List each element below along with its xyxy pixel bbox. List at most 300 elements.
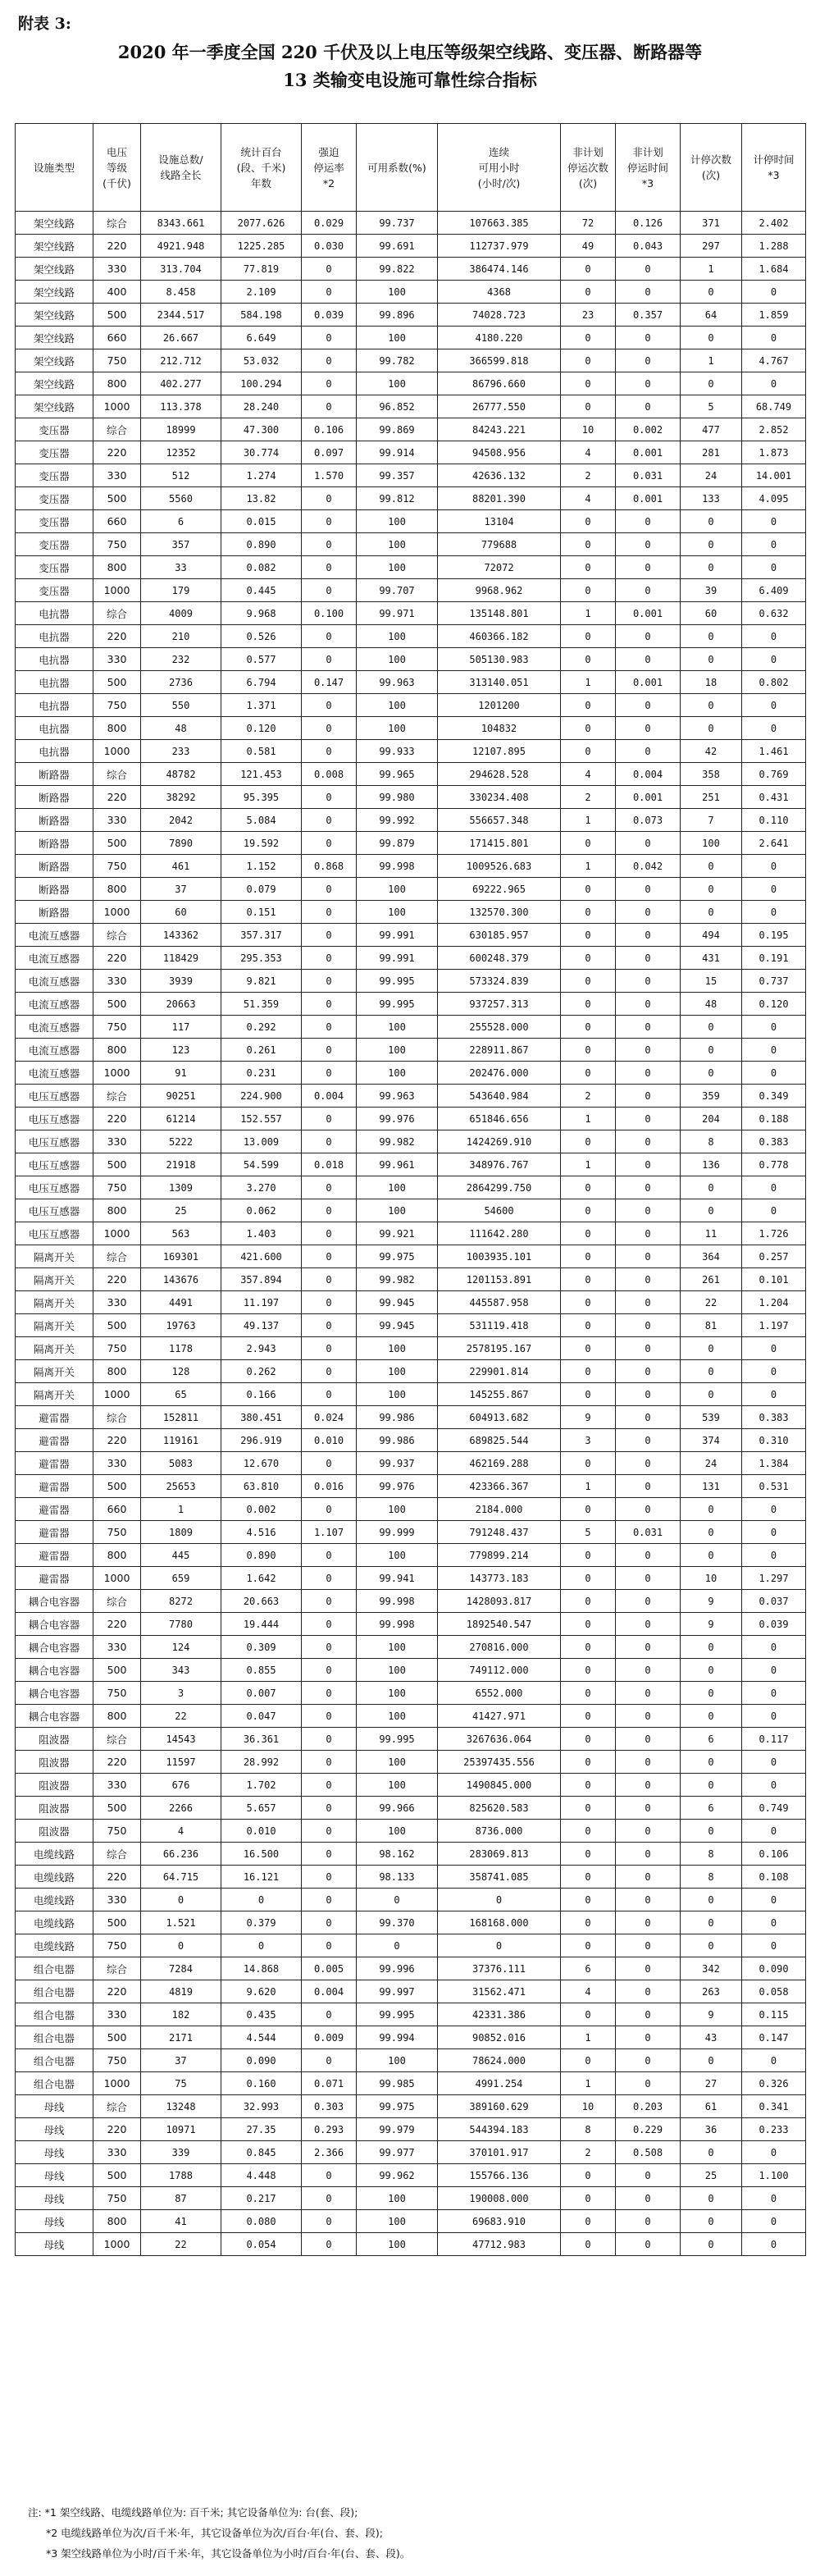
voltage-cell: 综合 — [93, 1957, 141, 1980]
facility-type-cell: 母线 — [16, 2118, 93, 2141]
value-cell: 0 — [742, 2187, 806, 2210]
value-cell: 0.004 — [302, 1980, 357, 2003]
value-cell: 0 — [561, 556, 616, 579]
value-cell: 48782 — [141, 763, 221, 786]
voltage-cell: 220 — [93, 1108, 141, 1130]
value-cell: 0 — [681, 1521, 742, 1544]
voltage-cell: 220 — [93, 947, 141, 970]
voltage-cell: 750 — [93, 1337, 141, 1360]
value-cell: 0 — [302, 1222, 357, 1245]
value-cell: 0 — [561, 1222, 616, 1245]
value-cell: 0.030 — [302, 235, 357, 258]
value-cell: 0 — [561, 1291, 616, 1314]
facility-type-cell: 隔离开关 — [16, 1314, 93, 1337]
value-cell: 99.945 — [357, 1291, 438, 1314]
value-cell: 0 — [742, 694, 806, 717]
facility-type-cell: 电压互感器 — [16, 1199, 93, 1222]
value-cell: 94508.956 — [438, 441, 561, 464]
value-cell: 74028.723 — [438, 304, 561, 327]
value-cell: 6.649 — [221, 327, 302, 349]
value-cell: 0.080 — [221, 2210, 302, 2233]
value-cell: 18999 — [141, 418, 221, 441]
table-row — [16, 993, 806, 1016]
table-row — [16, 1360, 806, 1383]
value-cell: 0.004 — [616, 763, 681, 786]
value-cell: 37 — [141, 2049, 221, 2072]
value-cell: 1.100 — [742, 2164, 806, 2187]
column-header-line: *3 — [768, 169, 780, 181]
value-cell: 1.274 — [221, 464, 302, 487]
value-cell: 18 — [681, 671, 742, 694]
value-cell: 0 — [681, 855, 742, 878]
value-cell: 0 — [561, 395, 616, 418]
value-cell: 0 — [561, 1682, 616, 1705]
value-cell: 22 — [141, 1705, 221, 1728]
value-cell: 0.326 — [742, 2072, 806, 2095]
value-cell: 0 — [561, 1636, 616, 1659]
value-cell: 43 — [681, 2026, 742, 2049]
value-cell: 0.737 — [742, 970, 806, 993]
value-cell: 0 — [302, 1176, 357, 1199]
facility-type-cell: 阻波器 — [16, 1751, 93, 1774]
value-cell: 26777.550 — [438, 395, 561, 418]
value-cell: 27 — [681, 2072, 742, 2095]
value-cell: 0 — [561, 1889, 616, 1911]
value-cell: 0 — [681, 1751, 742, 1774]
voltage-cell: 综合 — [93, 924, 141, 947]
voltage-cell: 500 — [93, 1314, 141, 1337]
facility-type-cell: 隔离开关 — [16, 1245, 93, 1268]
value-cell: 0.233 — [742, 2118, 806, 2141]
value-cell: 1.152 — [221, 855, 302, 878]
table-row — [16, 1911, 806, 1934]
value-cell: 0 — [302, 395, 357, 418]
value-cell: 0 — [561, 740, 616, 763]
value-cell: 99.961 — [357, 1153, 438, 1176]
value-cell: 0 — [616, 1429, 681, 1452]
value-cell: 0 — [302, 2210, 357, 2233]
value-cell: 100 — [357, 1016, 438, 1039]
value-cell: 113.378 — [141, 395, 221, 418]
column-header-line: (段、千米) — [236, 161, 286, 174]
table-row — [16, 1108, 806, 1130]
column-header — [16, 124, 93, 212]
facility-type-cell: 电抗器 — [16, 602, 93, 625]
facility-type-cell: 架空线路 — [16, 349, 93, 372]
value-cell: 0.058 — [742, 1980, 806, 2003]
value-cell: 0.007 — [221, 1682, 302, 1705]
value-cell: 600248.379 — [438, 947, 561, 970]
value-cell: 7 — [681, 809, 742, 832]
value-cell: 25 — [681, 2164, 742, 2187]
voltage-cell: 330 — [93, 970, 141, 993]
value-cell: 7780 — [141, 1613, 221, 1636]
value-cell: 0 — [681, 625, 742, 648]
value-cell: 0.778 — [742, 1153, 806, 1176]
column-header-line: 电压 — [106, 145, 127, 158]
column-header — [357, 124, 438, 212]
value-cell: 22 — [681, 1291, 742, 1314]
value-cell: 1.726 — [742, 1222, 806, 1245]
value-cell: 4.544 — [221, 2026, 302, 2049]
value-cell: 64 — [681, 304, 742, 327]
value-cell: 0.577 — [221, 648, 302, 671]
facility-type-cell: 电流互感器 — [16, 970, 93, 993]
value-cell: 0.016 — [302, 1475, 357, 1498]
table-row — [16, 1613, 806, 1636]
value-cell: 8736.000 — [438, 1820, 561, 1843]
value-cell: 0.166 — [221, 1383, 302, 1406]
value-cell: 0 — [616, 970, 681, 993]
table-row — [16, 533, 806, 556]
value-cell: 0.229 — [616, 2118, 681, 2141]
value-cell: 0.292 — [221, 1016, 302, 1039]
column-header — [221, 124, 302, 212]
value-cell: 0.802 — [742, 671, 806, 694]
value-cell: 95.395 — [221, 786, 302, 809]
value-cell: 0 — [616, 1843, 681, 1866]
value-cell: 0 — [742, 1889, 806, 1911]
value-cell: 0 — [681, 878, 742, 901]
value-cell: 32.993 — [221, 2095, 302, 2118]
value-cell: 0.062 — [221, 1199, 302, 1222]
table-row — [16, 1245, 806, 1268]
value-cell: 0 — [742, 1636, 806, 1659]
value-cell: 23 — [561, 304, 616, 327]
value-cell: 0 — [302, 1314, 357, 1337]
table-row — [16, 855, 806, 878]
value-cell: 0 — [561, 1705, 616, 1728]
value-cell: 0 — [561, 717, 616, 740]
value-cell: 0 — [561, 993, 616, 1016]
facility-type-cell: 架空线路 — [16, 212, 93, 235]
table-row — [16, 2026, 806, 2049]
value-cell: 0 — [616, 947, 681, 970]
value-cell: 0 — [561, 901, 616, 924]
value-cell: 1003935.101 — [438, 1245, 561, 1268]
value-cell: 0 — [561, 924, 616, 947]
value-cell: 0 — [302, 1245, 357, 1268]
value-cell: 0 — [561, 1728, 616, 1751]
value-cell: 14543 — [141, 1728, 221, 1751]
value-cell: 0 — [681, 1016, 742, 1039]
value-cell: 63.810 — [221, 1475, 302, 1498]
voltage-cell: 400 — [93, 281, 141, 304]
value-cell: 25653 — [141, 1475, 221, 1498]
value-cell: 0.217 — [221, 2187, 302, 2210]
value-cell: 100 — [357, 510, 438, 533]
value-cell: 0 — [357, 1934, 438, 1957]
value-cell: 0 — [302, 1797, 357, 1820]
value-cell: 8 — [681, 1843, 742, 1866]
value-cell: 0 — [561, 2210, 616, 2233]
facility-type-cell: 断路器 — [16, 786, 93, 809]
value-cell: 374 — [681, 1429, 742, 1452]
value-cell: 0 — [616, 2049, 681, 2072]
value-cell: 343 — [141, 1659, 221, 1682]
value-cell: 0.126 — [616, 212, 681, 235]
voltage-cell: 500 — [93, 1911, 141, 1934]
value-cell: 0 — [742, 901, 806, 924]
value-cell: 0 — [302, 1130, 357, 1153]
value-cell: 1788 — [141, 2164, 221, 2187]
voltage-cell: 500 — [93, 1659, 141, 1682]
facility-type-cell: 电抗器 — [16, 717, 93, 740]
value-cell: 0 — [616, 901, 681, 924]
value-cell: 128 — [141, 1360, 221, 1383]
value-cell: 133 — [681, 487, 742, 510]
value-cell: 100 — [357, 1360, 438, 1383]
value-cell: 0 — [616, 1866, 681, 1889]
value-cell: 386474.146 — [438, 258, 561, 281]
value-cell: 0 — [302, 717, 357, 740]
value-cell: 461 — [141, 855, 221, 878]
column-header-line: 非计划 — [572, 145, 604, 158]
facility-type-cell: 电流互感器 — [16, 1062, 93, 1085]
value-cell: 100 — [681, 832, 742, 855]
value-cell: 5.657 — [221, 1797, 302, 1820]
value-cell: 460366.182 — [438, 625, 561, 648]
value-cell: 0.261 — [221, 1039, 302, 1062]
voltage-cell: 220 — [93, 1268, 141, 1291]
facility-type-cell: 架空线路 — [16, 372, 93, 395]
value-cell: 1.107 — [302, 1521, 357, 1544]
value-cell: 543640.984 — [438, 1085, 561, 1108]
value-cell: 0 — [561, 1130, 616, 1153]
value-cell: 370101.917 — [438, 2141, 561, 2164]
value-cell: 25397435.556 — [438, 1751, 561, 1774]
value-cell: 0 — [302, 786, 357, 809]
value-cell: 0 — [302, 556, 357, 579]
value-cell: 1309 — [141, 1176, 221, 1199]
value-cell: 26.667 — [141, 327, 221, 349]
value-cell: 0 — [742, 510, 806, 533]
value-cell: 99.896 — [357, 304, 438, 327]
value-cell: 0.043 — [616, 235, 681, 258]
table-row — [16, 1957, 806, 1980]
value-cell: 0.632 — [742, 602, 806, 625]
value-cell: 0 — [616, 717, 681, 740]
voltage-cell: 220 — [93, 235, 141, 258]
value-cell: 0.073 — [616, 809, 681, 832]
value-cell: 100 — [357, 372, 438, 395]
value-cell: 100.294 — [221, 372, 302, 395]
value-cell: 47.300 — [221, 418, 302, 441]
table-row — [16, 1774, 806, 1797]
column-header-line: 连续 — [488, 145, 509, 158]
value-cell: 3267636.064 — [438, 1728, 561, 1751]
value-cell: 0.262 — [221, 1360, 302, 1383]
value-cell: 12107.895 — [438, 740, 561, 763]
value-cell: 33 — [141, 556, 221, 579]
value-cell: 0 — [561, 832, 616, 855]
value-cell: 0 — [616, 1291, 681, 1314]
value-cell: 0 — [742, 1360, 806, 1383]
facility-type-cell: 电缆线路 — [16, 1843, 93, 1866]
value-cell: 0 — [561, 327, 616, 349]
value-cell: 152811 — [141, 1406, 221, 1429]
value-cell: 0 — [302, 510, 357, 533]
value-cell: 1 — [561, 602, 616, 625]
value-cell: 1 — [141, 1498, 221, 1521]
value-cell: 1428093.817 — [438, 1590, 561, 1613]
value-cell: 0 — [616, 878, 681, 901]
value-cell: 99.995 — [357, 2003, 438, 2026]
value-cell: 0.341 — [742, 2095, 806, 2118]
value-cell: 143362 — [141, 924, 221, 947]
value-cell: 539 — [681, 1406, 742, 1429]
value-cell: 0 — [141, 1934, 221, 1957]
value-cell: 28.240 — [221, 395, 302, 418]
value-cell: 2266 — [141, 1797, 221, 1820]
value-cell: 339 — [141, 2141, 221, 2164]
table-row — [16, 579, 806, 602]
value-cell: 99.986 — [357, 1429, 438, 1452]
voltage-cell: 1000 — [93, 1383, 141, 1406]
value-cell: 0.031 — [616, 1521, 681, 1544]
voltage-cell: 1000 — [93, 1222, 141, 1245]
value-cell: 0 — [616, 372, 681, 395]
table-row — [16, 235, 806, 258]
value-cell: 0.445 — [221, 579, 302, 602]
value-cell: 2736 — [141, 671, 221, 694]
value-cell: 99.980 — [357, 786, 438, 809]
value-cell: 0 — [221, 1934, 302, 1957]
facility-type-cell: 断路器 — [16, 901, 93, 924]
value-cell: 0 — [616, 1957, 681, 1980]
value-cell: 651846.656 — [438, 1108, 561, 1130]
facility-type-cell: 电压互感器 — [16, 1130, 93, 1153]
value-cell: 0 — [561, 1199, 616, 1222]
value-cell: 251 — [681, 786, 742, 809]
column-header — [742, 124, 806, 212]
value-cell: 255528.000 — [438, 1016, 561, 1039]
facility-type-cell: 电压互感器 — [16, 1153, 93, 1176]
value-cell: 0 — [616, 924, 681, 947]
value-cell: 100 — [357, 717, 438, 740]
value-cell: 0 — [302, 947, 357, 970]
value-cell: 0 — [302, 1820, 357, 1843]
voltage-cell: 750 — [93, 349, 141, 372]
value-cell: 0 — [742, 2233, 806, 2256]
voltage-cell: 750 — [93, 2187, 141, 2210]
table-row — [16, 809, 806, 832]
value-cell: 1.461 — [742, 740, 806, 763]
value-cell: 2.943 — [221, 1337, 302, 1360]
value-cell: 4491 — [141, 1291, 221, 1314]
value-cell: 0 — [302, 625, 357, 648]
value-cell: 143773.183 — [438, 1567, 561, 1590]
value-cell: 100 — [357, 1176, 438, 1199]
value-cell: 0.151 — [221, 901, 302, 924]
value-cell: 1.197 — [742, 1314, 806, 1337]
table-row — [16, 1452, 806, 1475]
value-cell: 90852.016 — [438, 2026, 561, 2049]
value-cell: 0 — [616, 993, 681, 1016]
column-header-line: 停运率 — [313, 161, 344, 174]
value-cell: 0.147 — [302, 671, 357, 694]
value-cell: 0 — [302, 1062, 357, 1085]
table-row — [16, 625, 806, 648]
value-cell: 0 — [302, 1613, 357, 1636]
value-cell: 6 — [141, 510, 221, 533]
value-cell: 111642.280 — [438, 1222, 561, 1245]
value-cell: 0.890 — [221, 533, 302, 556]
value-cell: 99.985 — [357, 2072, 438, 2095]
voltage-cell: 综合 — [93, 418, 141, 441]
value-cell: 9.620 — [221, 1980, 302, 2003]
value-cell: 573324.839 — [438, 970, 561, 993]
value-cell: 4.767 — [742, 349, 806, 372]
footnote-2: *2 电缆线路单位为次/百千米·年，其它设备单位为次/百台·年(台、套、段); — [46, 2527, 384, 2539]
value-cell: 0 — [681, 2210, 742, 2233]
value-cell: 0 — [561, 1934, 616, 1957]
value-cell: 0 — [302, 1934, 357, 1957]
facility-type-cell: 架空线路 — [16, 235, 93, 258]
value-cell: 0 — [616, 1911, 681, 1934]
value-cell: 0 — [742, 1039, 806, 1062]
value-cell: 0 — [302, 349, 357, 372]
value-cell: 0 — [616, 1659, 681, 1682]
value-cell: 0.191 — [742, 947, 806, 970]
value-cell: 313.704 — [141, 258, 221, 281]
value-cell: 1 — [561, 855, 616, 878]
voltage-cell: 330 — [93, 1636, 141, 1659]
value-cell: 7890 — [141, 832, 221, 855]
value-cell: 100 — [357, 1062, 438, 1085]
value-cell: 0 — [302, 1682, 357, 1705]
table-row — [16, 1130, 806, 1153]
value-cell: 0 — [616, 2233, 681, 2256]
value-cell: 99.370 — [357, 1911, 438, 1934]
value-cell: 297 — [681, 235, 742, 258]
value-cell: 0 — [561, 372, 616, 395]
value-cell: 0 — [616, 832, 681, 855]
voltage-cell: 750 — [93, 1820, 141, 1843]
value-cell: 0 — [742, 1176, 806, 1199]
facility-type-cell: 断路器 — [16, 832, 93, 855]
column-header-line: 计停次数 — [690, 153, 731, 166]
value-cell: 0 — [561, 1751, 616, 1774]
value-cell: 182 — [141, 2003, 221, 2026]
value-cell: 81 — [681, 1314, 742, 1337]
voltage-cell: 330 — [93, 1774, 141, 1797]
value-cell: 47712.983 — [438, 2233, 561, 2256]
value-cell: 86796.660 — [438, 372, 561, 395]
table-row — [16, 1659, 806, 1682]
facility-type-cell: 变压器 — [16, 441, 93, 464]
value-cell: 136 — [681, 1153, 742, 1176]
value-cell: 0 — [616, 1475, 681, 1498]
facility-type-cell: 组合电器 — [16, 2003, 93, 2026]
value-cell: 7284 — [141, 1957, 221, 1980]
value-cell: 53.032 — [221, 349, 302, 372]
value-cell: 98.162 — [357, 1843, 438, 1866]
table-row — [16, 2233, 806, 2256]
value-cell: 41 — [141, 2210, 221, 2233]
value-cell: 25 — [141, 1199, 221, 1222]
facility-type-cell: 避雷器 — [16, 1544, 93, 1567]
value-cell: 0 — [742, 1383, 806, 1406]
value-cell: 99.998 — [357, 1590, 438, 1613]
value-cell: 0.383 — [742, 1130, 806, 1153]
value-cell: 3 — [561, 1429, 616, 1452]
value-cell: 0 — [302, 648, 357, 671]
value-cell: 0 — [616, 1108, 681, 1130]
value-cell: 0 — [302, 1659, 357, 1682]
value-cell: 357.317 — [221, 924, 302, 947]
value-cell: 0.117 — [742, 1728, 806, 1751]
